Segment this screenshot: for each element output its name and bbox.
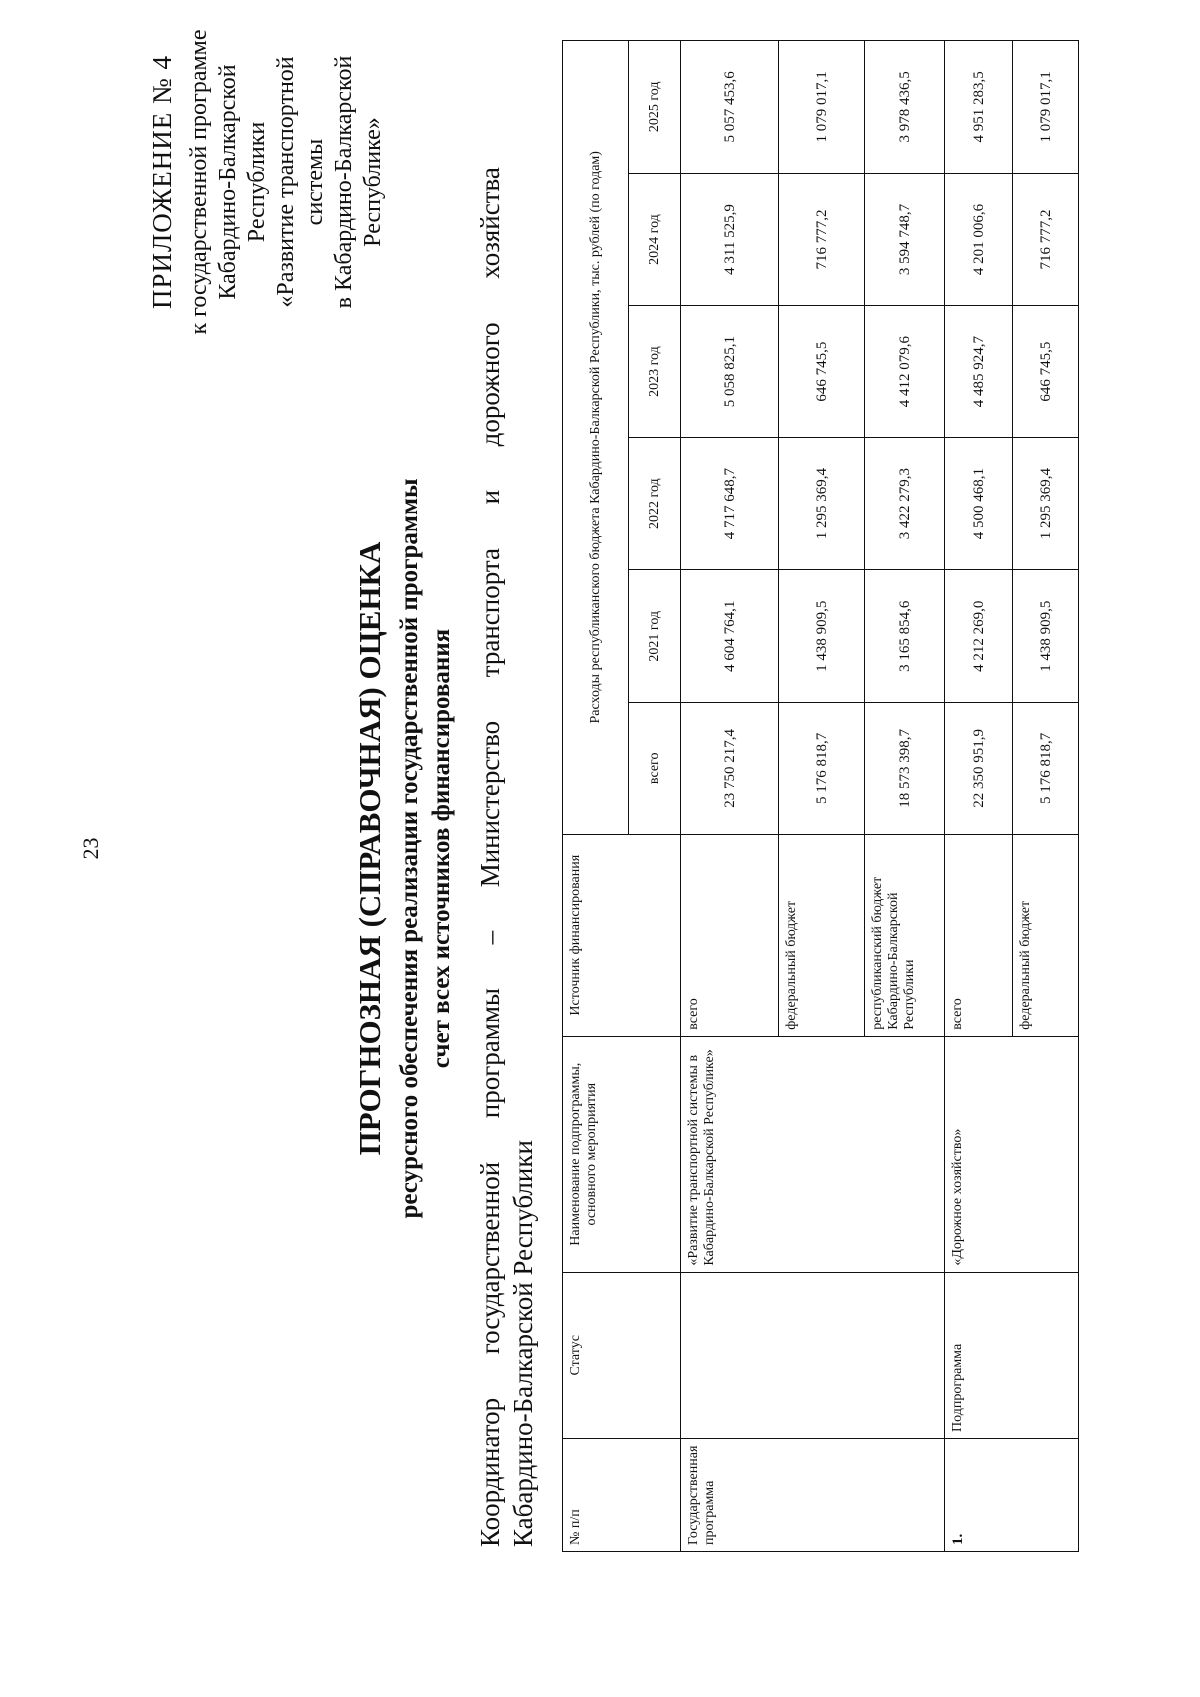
- cell-value: 3 594 748,7: [865, 173, 945, 306]
- row-source: всего: [945, 834, 1013, 1036]
- row-name: «Дорожное хозяйство»: [945, 1036, 1079, 1272]
- cell-value: 646 745,5: [1013, 306, 1079, 438]
- cell-value: 1 438 909,5: [1013, 570, 1079, 703]
- row-source: федеральный бюджет: [779, 834, 865, 1036]
- cell-value: 4 212 269,0: [945, 570, 1013, 703]
- header-year: 2023 год: [629, 306, 681, 438]
- cell-value: 1 295 369,4: [779, 437, 865, 570]
- row-status: [681, 1272, 945, 1438]
- cell-value: 5 057 453,6: [681, 41, 779, 174]
- cell-value: 3 165 854,6: [865, 570, 945, 703]
- cell-value: 1 295 369,4: [1013, 437, 1079, 570]
- coordinator-word: хозяйства: [475, 167, 505, 279]
- document-title: ПРОГНОЗНАЯ (СПРАВОЧНАЯ) ОЦЕНКА: [352, 541, 387, 1156]
- coordinator-word: Координатор: [475, 1397, 505, 1547]
- page-number: 23: [78, 837, 103, 860]
- cell-value: 3 422 279,3: [865, 437, 945, 570]
- header-year: 2025 год: [629, 41, 681, 174]
- row-num: 1.: [945, 1438, 1079, 1551]
- coordinator-word: программы: [475, 987, 505, 1119]
- cell-value: 4 604 764,1: [681, 570, 779, 703]
- cell-value: 22 350 951,9: [945, 703, 1013, 835]
- header-status: Статус: [563, 1272, 681, 1438]
- appendix-title: ПРИЛОЖЕНИЕ № 4: [147, 54, 177, 310]
- cell-value: 4 951 283,5: [945, 41, 1013, 174]
- coordinator-line-2: Кабардино-Балкарской Республики: [508, 1140, 538, 1547]
- row-source: всего: [681, 834, 779, 1036]
- row-num: Государственная программа: [681, 1438, 945, 1551]
- document-subtitle-2: счет всех источников финансирования: [428, 628, 455, 1069]
- cell-value: 4 412 079,6: [865, 306, 945, 438]
- table-row: [945, 41, 1013, 1552]
- cell-value: 4 311 525,9: [681, 173, 779, 306]
- row-name: «Развитие транспортной системы в Кабардино-Балкарской Республике»: [681, 1036, 945, 1272]
- cell-value: 4 500 468,1: [945, 437, 1013, 570]
- coordinator-line-1: [474, 167, 507, 1547]
- cell-value: 4 201 006,6: [945, 173, 1013, 306]
- cell-value: 1 438 909,5: [779, 570, 865, 703]
- cell-value: 5 058 825,1: [681, 306, 779, 438]
- cell-value: 1 079 017,1: [1013, 41, 1079, 174]
- header-source: Источник финансирования: [563, 834, 681, 1036]
- appendix-line: Кабардино-Балкарской Республики: [215, 64, 270, 300]
- row-source: федеральный бюджет: [1013, 834, 1079, 1036]
- coordinator-word: транспорта: [475, 547, 505, 678]
- coordinator-word: дорожного: [475, 322, 505, 447]
- header-year: всего: [629, 703, 681, 835]
- header-year: 2024 год: [629, 173, 681, 306]
- cell-value: 23 750 217,4: [681, 703, 779, 835]
- coordinator-word: –: [475, 930, 505, 945]
- header-name: Наименование подпрограммы, основного мероприятия: [563, 1036, 681, 1272]
- table-row: [681, 41, 779, 1552]
- cell-value: 5 176 818,7: [779, 703, 865, 835]
- row-source: республиканский бюджет Кабардино-Балкарской Республики: [865, 834, 945, 1036]
- appendix-line: к государственной программе: [186, 29, 212, 335]
- row-status: Подпрограмма: [945, 1272, 1079, 1438]
- cell-value: 646 745,5: [779, 306, 865, 438]
- document-subtitle: ресурсного обеспечения реализации государственной программы: [396, 478, 423, 1219]
- financing-table: [562, 40, 1079, 1552]
- coordinator-word: и: [475, 489, 505, 505]
- header-num: № п/п: [563, 1438, 681, 1551]
- header-year: 2022 год: [629, 437, 681, 570]
- cell-value: 4 717 648,7: [681, 437, 779, 570]
- cell-value: 5 176 818,7: [1013, 703, 1079, 835]
- appendix-line: в Кабардино-Балкарской Республике»: [331, 55, 386, 309]
- header-expenses: Расходы республиканского бюджета Кабардино-Балкарской Республики, тыс. рублей (по годам): [563, 41, 629, 835]
- appendix-line: «Развитие транспортной системы: [273, 56, 328, 308]
- coordinator-block: [474, 167, 540, 1547]
- cell-value: 4 485 924,7: [945, 306, 1013, 438]
- coordinator-word: Министерство: [475, 720, 505, 888]
- cell-value: 716 777,2: [1013, 173, 1079, 306]
- cell-value: 3 978 436,5: [865, 41, 945, 174]
- header-year: 2021 год: [629, 570, 681, 703]
- cell-value: 1 079 017,1: [779, 41, 865, 174]
- cell-value: 18 573 398,7: [865, 703, 945, 835]
- coordinator-word: государственной: [475, 1161, 505, 1355]
- cell-value: 716 777,2: [779, 173, 865, 306]
